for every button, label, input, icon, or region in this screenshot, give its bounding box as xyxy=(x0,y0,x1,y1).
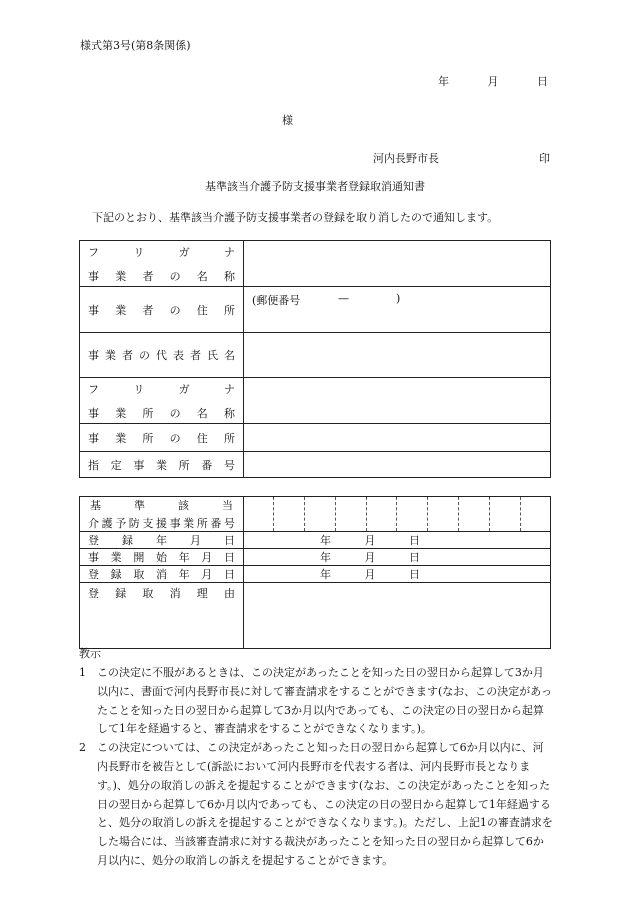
cancel-date-label: 登 録 取 消 年 月 日 xyxy=(80,566,244,583)
instruction-item-2: 2 この決定については、この決定があったこと知った日の翌日から起算して6か月以内に、河内長野市を被告として(訴訟において河内長野市を代表する者は、河内長野市長となります。)、処分の取消しの訴えを提起することができます(なお、この決定があったことを知った日の翌日から起算して6か月以内であっても、この決定の日の翌日から起算して1年経過すると、処分の取消しの訴えを提起することができなくなります。)。ただし、上記1の審査請求をした場合には、当該審査請求に対する裁決があったことを知った日の翌日から起算して6か月以内に、処分の取消しの訴えを提起することができます。 xyxy=(79,741,553,867)
code-digit[interactable] xyxy=(274,497,305,532)
business-info-table xyxy=(79,240,551,478)
postal-close: ) xyxy=(396,292,401,305)
code-digit[interactable] xyxy=(397,497,428,532)
office-code-label: 基 準 該 当 介 護 予 防 支 援 事 業 所 番 号 xyxy=(80,497,244,532)
business-name-value[interactable] xyxy=(244,241,551,287)
code-digit[interactable] xyxy=(428,497,459,532)
seal-mark: 印 xyxy=(539,152,550,165)
code-digit[interactable] xyxy=(521,497,551,532)
postal-code-label: (郵便番号 xyxy=(252,294,301,307)
business-address-label: 事 業 者 の 住 所 xyxy=(80,287,244,333)
code-digit[interactable] xyxy=(305,497,336,532)
code-digit[interactable] xyxy=(244,497,274,532)
date-month: 月 xyxy=(487,75,499,88)
representative-value[interactable] xyxy=(244,333,551,378)
instruction-item-1: 1 この決定に不服があるときは、この決定があったことを知った日の翌日から起算して3か月以内に、書面で河内長野市長に対して審査請求をすることができます(なお、この決定があったことを知った日の翌日から起算して3か月以内であっても、この決定の日の翌日から起算して1年を経過すると、審査請求をすることができなくなります。)。 xyxy=(79,666,553,736)
office-number-label: 指 定 事 業 所 番 号 xyxy=(80,452,244,478)
issuer-name: 河内長野市長 xyxy=(373,152,439,165)
office-name-value[interactable] xyxy=(244,378,551,424)
code-digit[interactable] xyxy=(459,497,490,532)
furigana-label-2: フ リ ガ ナ xyxy=(88,382,235,396)
registration-table xyxy=(79,496,551,649)
code-digit[interactable] xyxy=(367,497,397,532)
business-name-label: 事 業 者 の 名 称 xyxy=(88,269,235,283)
intro-text: 下記のとおり、基準該当介護予防支援事業者の登録を取り消したので通知します。 xyxy=(92,211,499,224)
document-title: 基準該当介護予防支援事業者登録取消通知書 xyxy=(205,180,425,193)
furigana-label: フ リ ガ ナ xyxy=(88,245,235,259)
office-name-label-cell xyxy=(80,378,244,424)
office-address-label: 事 業 所 の 住 所 xyxy=(80,424,244,452)
registration-date-label: 登 録 年 月 日 xyxy=(80,532,244,549)
start-date-label: 事 業 開 始 年 月 日 xyxy=(80,549,244,566)
date-day: 日 xyxy=(537,75,548,88)
code-digit[interactable] xyxy=(490,497,521,532)
instructions-list xyxy=(79,664,553,871)
form-number: 様式第3号(第8条関係) xyxy=(80,39,191,52)
business-name-label-cell xyxy=(80,241,244,287)
start-date-value[interactable]: 年 月 日 xyxy=(244,549,551,566)
postal-dash: — xyxy=(338,292,349,305)
office-name-label: 事 業 所 の 名 称 xyxy=(88,406,235,420)
office-address-value[interactable] xyxy=(244,424,551,452)
business-address-value[interactable] xyxy=(244,287,551,333)
cancel-date-value[interactable]: 年 月 日 xyxy=(244,566,551,583)
registration-date-value[interactable]: 年 月 日 xyxy=(244,532,551,549)
representative-label: 事 業 者 の 代 表 者 氏 名 xyxy=(80,333,244,378)
date-line xyxy=(438,73,548,89)
code-digit[interactable] xyxy=(336,497,367,532)
office-number-value[interactable] xyxy=(244,452,551,478)
cancel-reason-label: 登 録 取 消 理 由 xyxy=(80,583,244,649)
instructions-heading: 教示 xyxy=(79,647,101,660)
cancel-reason-value[interactable] xyxy=(244,583,551,649)
date-year: 年 xyxy=(438,75,449,88)
addressee-suffix: 様 xyxy=(282,114,293,127)
